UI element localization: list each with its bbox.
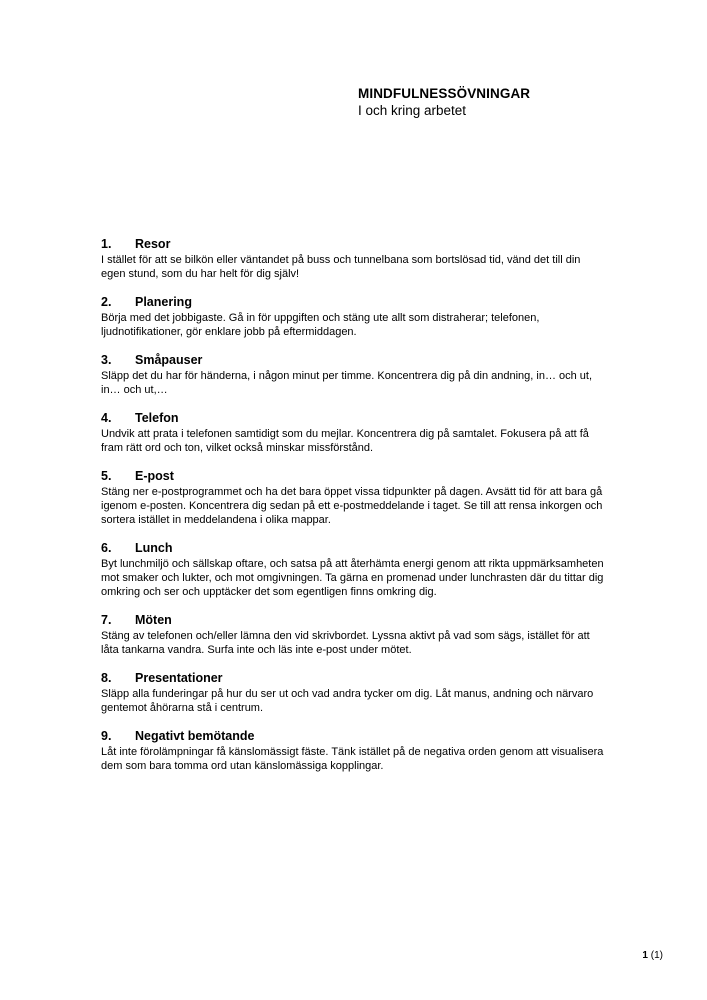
document-title: MINDFULNESSÖVNINGAR: [358, 86, 531, 101]
page-number: [642, 950, 663, 962]
section-heading: [101, 295, 606, 310]
exercise-section: [101, 353, 606, 397]
section-text: Låt inte förolämpningar få känslomässigt fäste. Tänk istället på de negativa orden genom att visualisera dem som bara tomma ord utan känslomässiga kopplingar.: [101, 746, 604, 772]
section-heading: [101, 469, 606, 484]
section-number: 4.: [101, 411, 112, 425]
exercise-section: [101, 411, 606, 455]
exercise-section: [101, 729, 606, 773]
section-number: 7.: [101, 613, 112, 627]
section-text: Undvik att prata i telefonen samtidigt som du mejlar. Koncentrera dig på samtalet. Fokusera på att få fram rätt ord och ton, vilket också minskar missförstånd.: [101, 428, 589, 454]
section-title: Telefon: [135, 411, 179, 425]
section-number: 3.: [101, 353, 112, 367]
section-title: Resor: [135, 237, 171, 251]
section-heading: [101, 411, 606, 426]
section-heading: [101, 237, 606, 252]
section-number: 5.: [101, 469, 112, 483]
document-header: [358, 85, 678, 119]
exercise-section: [101, 613, 606, 657]
section-text: Byt lunchmiljö och sällskap oftare, och satsa på att återhämta energi genom att rikta uppmärksamheten mot smaker och lukter, och mot omgivningen. Ta gärna en promenad under lunchrasten där du tittar dig omkring och ser och upptäcker det som egentligen finns omkring dig.: [101, 558, 604, 598]
section-title: Småpauser: [135, 353, 203, 367]
page-current: 1: [642, 950, 648, 961]
exercise-section: [101, 295, 606, 339]
section-text: Stäng ner e-postprogrammet och ha det bara öppet vissa tidpunkter på dagen. Avsätt tid för att bara gå igenom e-posten. Koncentrera dig sedan på ett e-postmeddelande i taget. Se till att rensa inkorgen och sortera istället in meddelandena i olika mappar.: [101, 486, 603, 526]
section-number: 8.: [101, 671, 112, 685]
section-heading: [101, 729, 606, 744]
section-number: 2.: [101, 295, 112, 309]
section-title: Negativt bemötande: [135, 729, 255, 743]
exercise-section: [101, 237, 606, 281]
section-heading: [101, 613, 606, 628]
section-text: Börja med det jobbigaste. Gå in för uppgiften och stäng ute allt som distraherar; telefonen, ljudnotifikationer, gör enklare jobb på eftermiddagen.: [101, 312, 540, 338]
exercise-section: [101, 469, 606, 527]
exercise-section: [101, 541, 606, 599]
page-total: (1): [650, 950, 663, 961]
section-text: I stället för att se bilkön eller väntandet på buss och tunnelbana som bortslösad tid, vänd det till din egen stund, som du har helt för dig själv!: [101, 254, 581, 280]
section-text: Släpp alla funderingar på hur du ser ut och vad andra tycker om dig. Låt manus, andning och närvaro gentemot åhörarna stå i centrum.: [101, 688, 594, 714]
section-title: Planering: [135, 295, 192, 309]
section-text: Släpp det du har för händerna, i någon minut per timme. Koncentrera dig på din andning, in… och ut, in… och ut,…: [101, 370, 593, 396]
section-title: Presentationer: [135, 671, 223, 685]
exercise-list: [101, 237, 606, 787]
section-text: Stäng av telefonen och/eller lämna den vid skrivbordet. Lyssna aktivt på vad som sägs, istället för att låta tankarna vandra. Surfa inte och läs inte e-post under mötet.: [101, 630, 590, 656]
section-title: Lunch: [135, 541, 173, 555]
document-subtitle: I och kring arbetet: [358, 103, 467, 118]
section-title: E-post: [135, 469, 174, 483]
section-heading: [101, 541, 606, 556]
section-number: 9.: [101, 729, 112, 743]
exercise-section: [101, 671, 606, 715]
section-number: 1.: [101, 237, 112, 251]
section-number: 6.: [101, 541, 112, 555]
section-heading: [101, 353, 606, 368]
section-title: Möten: [135, 613, 172, 627]
section-heading: [101, 671, 606, 686]
